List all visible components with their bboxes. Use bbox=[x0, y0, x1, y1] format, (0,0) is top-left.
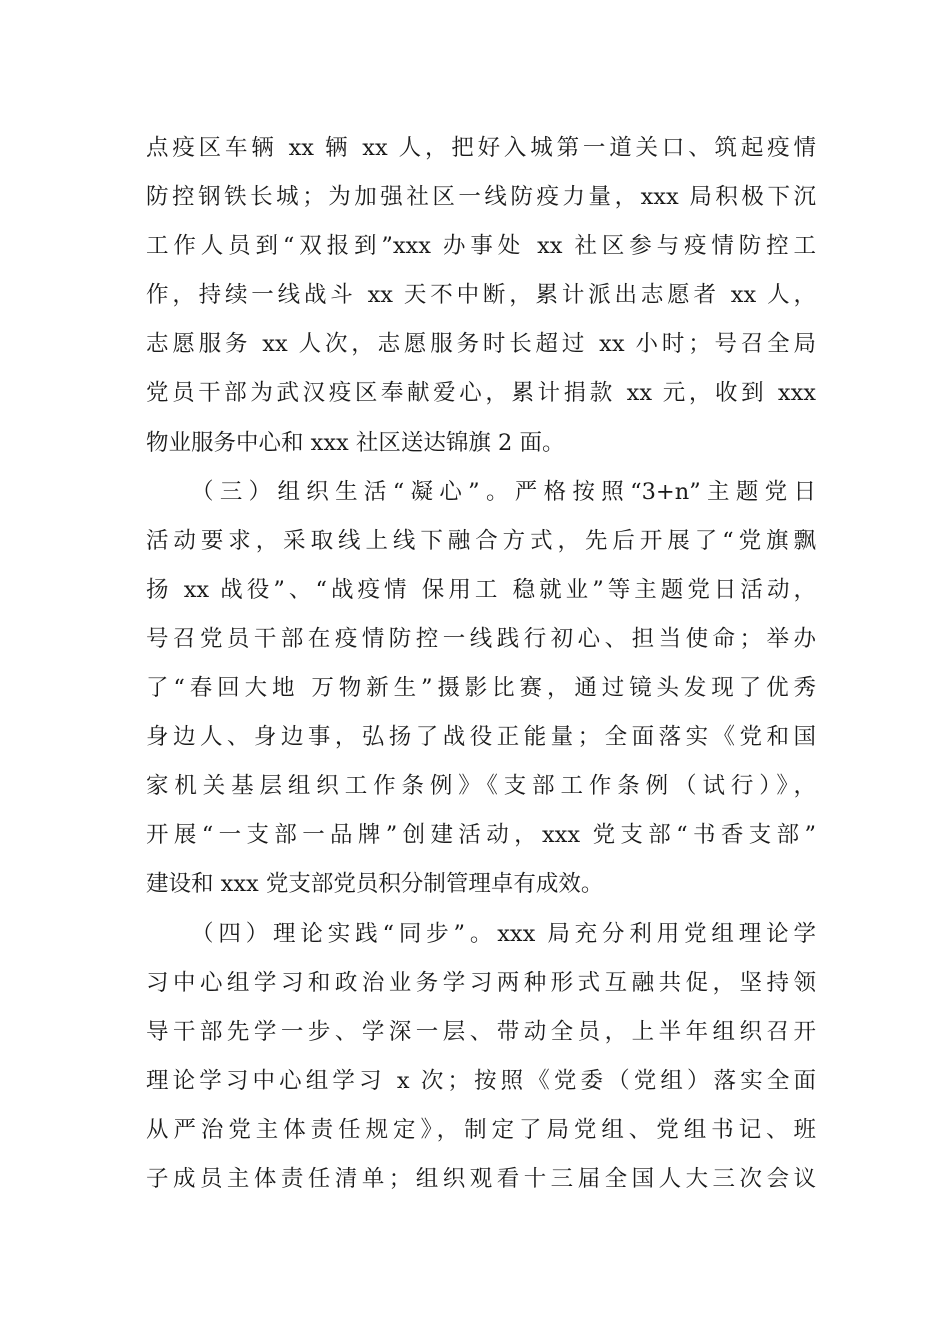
text-line: 开展“一支部一品牌”创建活动，xxx 党支部“书香支部” bbox=[146, 822, 816, 849]
paragraph-1 bbox=[146, 124, 816, 468]
text-line: 从严治党主体责任规定》，制定了局党组、党组书记、班 bbox=[146, 1116, 816, 1143]
body-text bbox=[146, 124, 816, 1204]
text-line: 家机关基层组织工作条例》《支部工作条例（试行）》， bbox=[146, 773, 816, 800]
text-line: 建设和 xxx 党支部党员积分制管理卓有成效。 bbox=[146, 871, 604, 898]
text-line: 作，持续一线战斗 xx 天不中断，累计派出志愿者 xx 人， bbox=[146, 282, 816, 309]
text-line: 物业服务中心和 xxx 社区送达锦旗 2 面。 bbox=[146, 429, 565, 456]
text-line: 党员干部为武汉疫区奉献爱心，累计捐款 xx 元，收到 xxx bbox=[146, 380, 816, 407]
text-line: （四）理论实践“同步”。xxx 局充分利用党组理论学 bbox=[191, 920, 816, 947]
text-line: 点疫区车辆 xx 辆 xx 人，把好入城第一道关口、筑起疫情 bbox=[146, 135, 816, 161]
text-line: 号召党员干部在疫情防控一线践行初心、担当使命；举办 bbox=[146, 625, 816, 652]
text-line: 习中心组学习和政治业务学习两种形式互融共促，坚持领 bbox=[146, 969, 816, 996]
text-line: 子成员主体责任清单；组织观看十三届全国人大三次会议 bbox=[146, 1165, 816, 1192]
text-line: 扬 xx 战役”、“战疫情 保用工 稳就业”等主题党日活动， bbox=[146, 576, 816, 603]
text-line: 理论学习中心组学习 x 次；按照《党委（党组）落实全面 bbox=[146, 1067, 816, 1094]
text-line: （三）组织生活“凝心”。严格按照“3+n”主题党日 bbox=[191, 478, 816, 505]
text-line: 导干部先学一步、学深一层、带动全员，上半年组织召开 bbox=[146, 1018, 816, 1045]
text-line: 身边人、身边事，弘扬了战役正能量；全面落实《党和国 bbox=[146, 724, 816, 751]
paragraph-3-theory-practice bbox=[146, 910, 816, 1205]
text-line: 工作人员到“双报到”xxx 办事处 xx 社区参与疫情防控工 bbox=[146, 233, 816, 260]
text-line: 防控钢铁长城；为加强社区一线防疫力量，xxx 局积极下沉 bbox=[146, 184, 816, 211]
text-line: 活动要求，采取线上线下融合方式，先后开展了“党旗飘 bbox=[146, 527, 816, 554]
text-line: 志愿服务 xx 人次，志愿服务时长超过 xx 小时；号召全局 bbox=[146, 331, 816, 358]
paragraph-2-organizational-life bbox=[146, 468, 816, 910]
text-line: 了“春回大地 万物新生”摄影比赛，通过镜头发现了优秀 bbox=[146, 675, 816, 702]
